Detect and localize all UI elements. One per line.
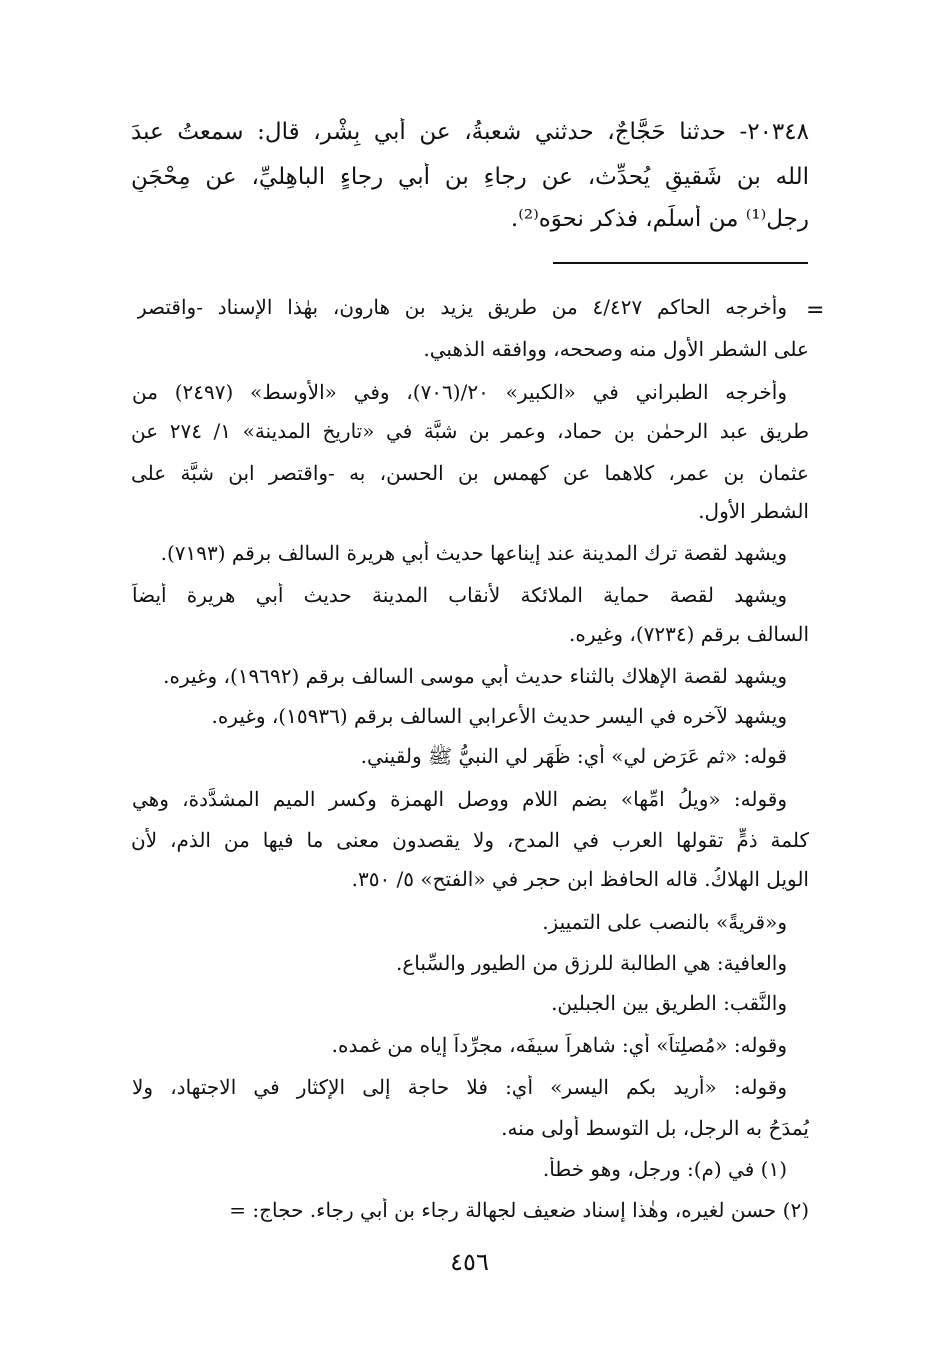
footnote-1: (١) في (م): ورجل، وهو خطأ. bbox=[542, 1157, 787, 1181]
note-line-15: الويل الهلاكُ. قاله الحافظ ابن حجر في «الفتح» ٥/ ٣٥٠. bbox=[351, 867, 809, 891]
continuation-mark: = bbox=[806, 298, 825, 323]
footnote-2: (٢) حسن لغيره، وهٰذا إسناد ضعيف لجهالة رجاء بن أبي رجاء. حجاج: = bbox=[229, 1198, 809, 1222]
note-line-18: والنَّقب: الطريق بين الجبلين. bbox=[551, 991, 787, 1015]
note-line-3: وأخرجه الطبراني في «الكبير» ٢٠/(٧٠٦)، وفي «الأوسط» (٢٤٩٧) من bbox=[132, 380, 787, 404]
note-line-4: طريق عبد الرحمٰن بن حماد، وعمر بن شبَّة في «تاريخ المدينة» ١/ ٢٧٤ عن bbox=[131, 419, 809, 443]
note-line-8: ويشهد لقصة حماية الملائكة لأنقاب المدينة حديث أبي هريرة أيضاً bbox=[132, 583, 787, 607]
note-line-7: ويشهد لقصة ترك المدينة عند إيناعها حديث أبي هريرة السالف برقم (٧١٩٣). bbox=[160, 541, 787, 565]
hadith-line-1: ٢٠٣٤٨- حدثنا حَجَّاجٌ، حدثني شعبةُ، عن أبي بِشْر، قال: سمعتُ عبدَ bbox=[131, 119, 809, 145]
note-line-6: الشطر الأول. bbox=[698, 499, 809, 523]
note-line-20: وقوله: «أريد بكم اليسر» أي: فلا حاجة إلى الإكثار في الاجتهاد، ولا bbox=[132, 1075, 787, 1099]
note-line-2: على الشطر الأول منه وصححه، ووافقه الذهبي. bbox=[423, 337, 809, 361]
note-line-1: وأخرجه الحاكم ٤/٤٢٧ من طريق يزيد بن هارون، بهٰذا الإسناد -واقتصر bbox=[137, 295, 787, 319]
note-line-19: وقوله: «مُصلِتاً» أي: شاهراً سيفَه، مجرِّداً إياه من غمده. bbox=[331, 1033, 787, 1057]
note-line-12: قوله: «ثم عَرَض لي» أي: ظَهَر لي النبيُّ ﷺ ولقيني. bbox=[360, 744, 787, 768]
note-line-9: السالف برقم (٧٢٣٤)، وغيره. bbox=[569, 622, 809, 646]
footnote-separator bbox=[553, 262, 808, 264]
note-line-13: وقوله: «ويلُ امِّها» بضم اللام ووصل الهمزة وكسر الميم المشدَّدة، وهي bbox=[132, 787, 787, 811]
note-line-5: عثمان بن عمر، كلاهما عن كهمس بن الحسن، به -واقتصر ابن شبَّة على bbox=[131, 461, 809, 485]
note-line-16: و«قريةً» بالنصب على التمييز. bbox=[542, 910, 787, 934]
note-line-17: والعافية: هي الطالبة للرزق من الطيور والسِّباع. bbox=[396, 951, 787, 975]
page-number: ٤٥٦ bbox=[450, 1248, 489, 1276]
note-line-11: ويشهد لآخره في اليسر حديث الأعرابي السالف برقم (١٥٩٣٦)، وغيره. bbox=[211, 704, 787, 728]
hadith-line-2: الله بن شَقيقٍ يُحدِّث، عن رجاءِ بن أبي رجاءٍ الباهِليِّ، عن مِحْجَنٍ bbox=[131, 164, 809, 190]
note-line-14: كلمة ذمٍّ تقولها العرب في المدح، ولا يقصدون معنى ما فيها من الذم، لأن bbox=[131, 828, 809, 852]
hadith-line-3: رجل⁽¹⁾ من أسلَم، فذكر نحوَه⁽²⁾. bbox=[510, 206, 809, 232]
note-line-10: ويشهد لقصة الإهلاك بالثناء حديث أبي موسى السالف برقم (١٩٦٩٢)، وغيره. bbox=[163, 664, 787, 688]
note-line-21: يُمدَحُ به الرجل، بل التوسط أولى منه. bbox=[501, 1116, 809, 1140]
